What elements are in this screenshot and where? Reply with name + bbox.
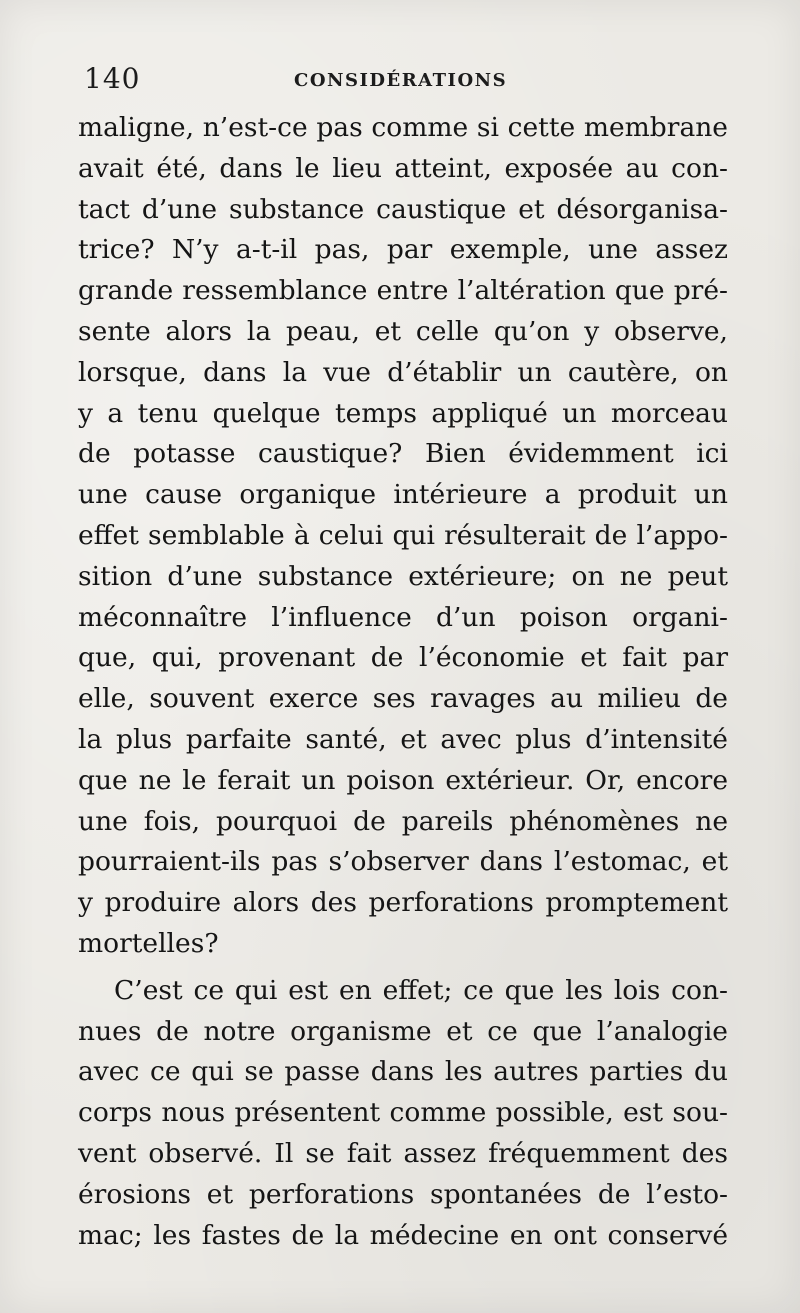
text-line: méconnaître l’influence d’un poison organi- (78, 601, 728, 633)
page-header (84, 62, 724, 102)
text-line: mac; les fastes de la médecine en ont conservé (78, 1219, 728, 1251)
page-number: 140 (84, 62, 141, 95)
text-line: mortelles? (78, 927, 219, 959)
paragraph-2 (78, 971, 728, 1257)
text-line: corps nous présentent comme possible, est sou- (78, 1097, 728, 1129)
text-line: avec ce qui se passe dans les autres parties du (78, 1056, 728, 1088)
text-line: de potasse caustique? Bien évidemment ici (78, 438, 728, 470)
text-line: une fois, pourquoi de pareils phénomènes ne (78, 805, 728, 837)
text-line: sition d’une substance extérieure; on ne peut (78, 560, 728, 592)
text-line: sente alors la peau, et celle qu’on y observe, (78, 315, 728, 347)
text-line: tact d’une substance caustique et désorganisa- (78, 193, 728, 225)
text-line: lorsque, dans la vue d’établir un cautère, on (78, 356, 728, 388)
text-line: trice? N’y a-t-il pas, par exemple, une assez (78, 234, 728, 266)
text-line: effet semblable à celui qui résulterait de l’appo- (78, 519, 728, 551)
text-line: maligne, n’est-ce pas comme si cette membrane (78, 112, 728, 143)
body-text (78, 108, 728, 1256)
text-line: avait été, dans le lieu atteint, exposée au con- (78, 152, 728, 184)
text-line: pourraient-ils pas s’observer dans l’estomac, et (78, 846, 728, 878)
text-line: érosions et perforations spontanées de l’esto- (78, 1178, 728, 1210)
text-line: grande ressemblance entre l’altération que pré- (78, 275, 728, 307)
text-line: y produire alors des perforations promptement (78, 887, 728, 919)
text-line: elle, souvent exerce ses ravages au milieu de (78, 683, 728, 715)
text-line: vent observé. Il se fait assez fréquemment des (78, 1137, 728, 1169)
text-line: C’est ce qui est en effet; ce que les lois con- (114, 974, 728, 1006)
paragraph-1 (78, 108, 728, 965)
text-line: une cause organique intérieure a produit un (78, 479, 728, 511)
text-line: que ne le ferait un poison extérieur. Or, encore (78, 764, 728, 796)
text-line: que, qui, provenant de l’économie et fait par (78, 642, 728, 674)
text-line: nues de notre organisme et ce que l’analogie (78, 1015, 728, 1047)
text-line: la plus parfaite santé, et avec plus d’intensité (78, 723, 728, 755)
running-head: CONSIDÉRATIONS (294, 70, 508, 91)
text-line: y a tenu quelque temps appliqué un morceau (78, 397, 728, 429)
